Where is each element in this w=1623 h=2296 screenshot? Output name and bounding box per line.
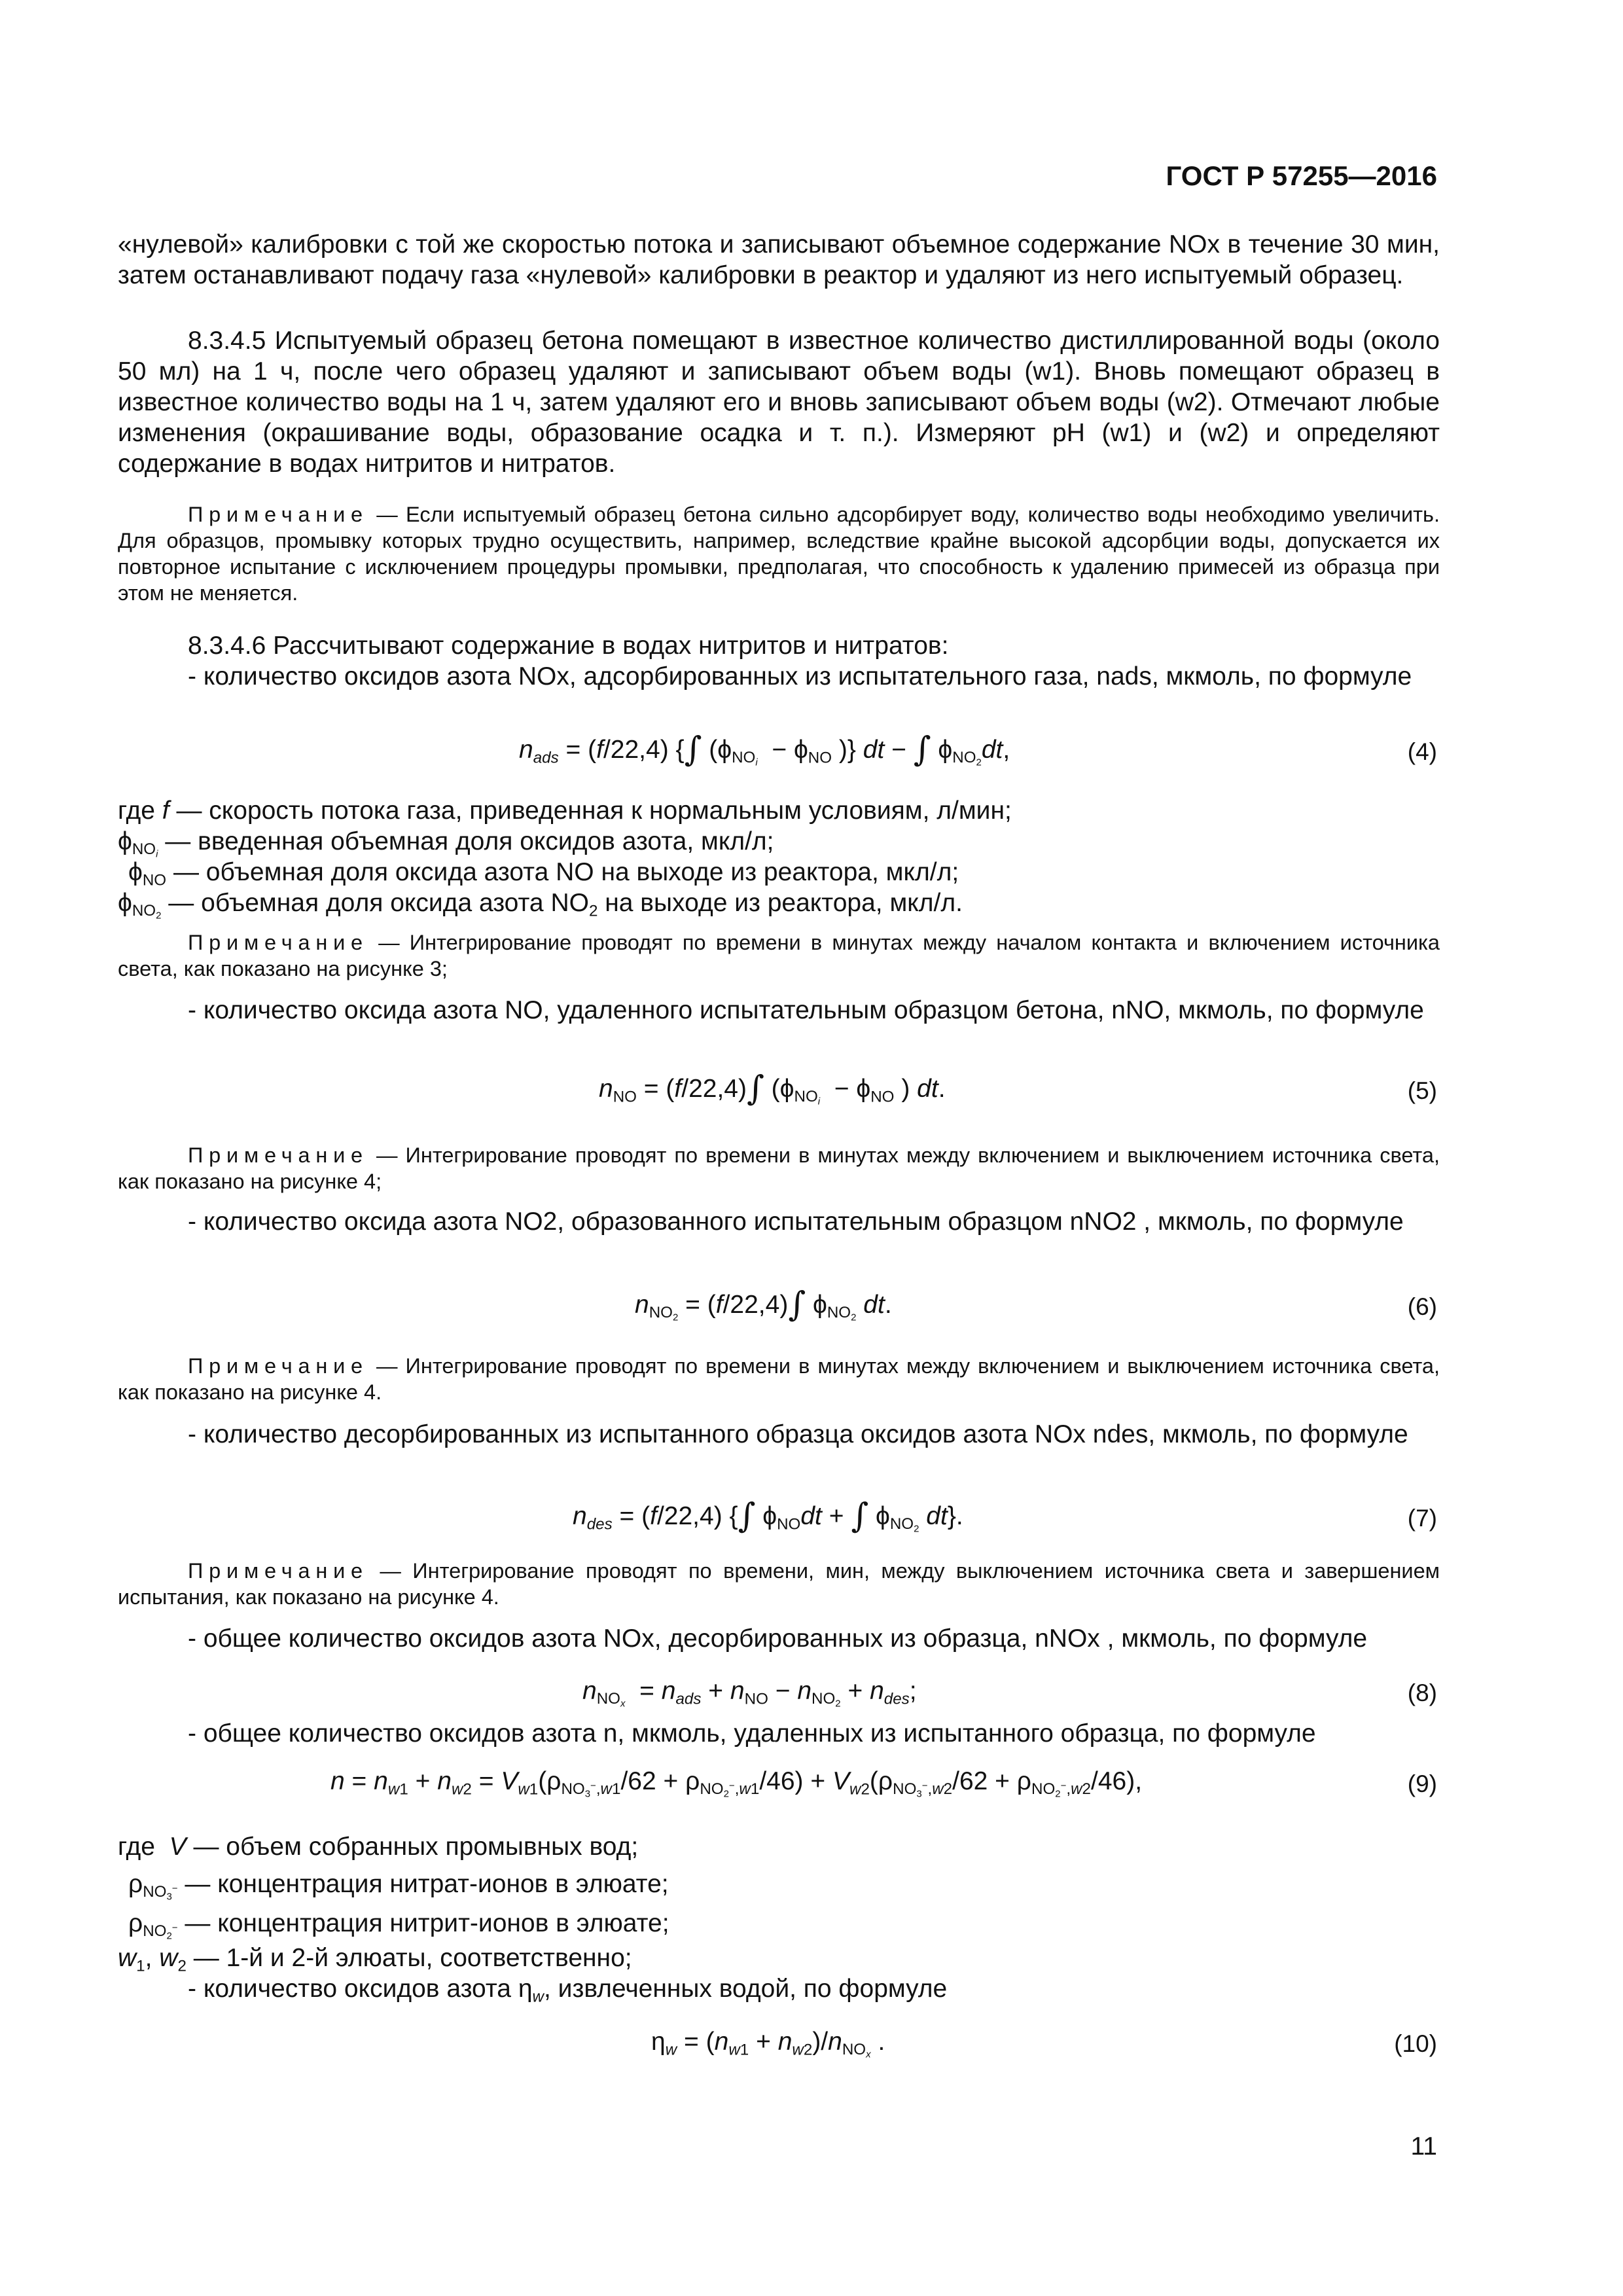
formula-7-number: (7) — [1407, 1505, 1437, 1532]
item-eta-w: - количество оксидов азота $\eta_w$, извлеченных водой, по формуле — [188, 1975, 948, 2006]
where-phi-noi: $\phi_{NO_i}$ — введенная объемная доля оксидов азота, мкл/л; — [118, 827, 774, 860]
formula-10: $\eta_w = (n_{w1} + n_{w2})/n_{NO_x}$ . — [651, 2028, 885, 2060]
note-1-text: Если испытуемый образец бетона сильно адсорбирует воду, количество воды необходимо увеличить. Для образцов, промывку которых трудно осуществить, например, вследствие крайне высокой адсорбции воды, допускается их повторное испытание с исключением процедуры промывки, предполагая, что способность к удалению примесей из образца при этом не меняется. — [118, 503, 1440, 605]
note-5-text: Интегрирование проводят по времени, мин, между выключением источника света и завершением испытания, как показано на рисунке 4. — [118, 1559, 1440, 1609]
page-number: 11 — [1410, 2132, 1437, 2161]
note-label: Примечание — [188, 1143, 368, 1167]
formula-9-number: (9) — [1407, 1770, 1437, 1797]
formula-4-number: (4) — [1407, 738, 1437, 765]
where-phi-no: $\phi_{NO}$ — объемная доля оксида азота NO на выходе из реактора, мкл/л; — [128, 858, 959, 889]
formula-10-number: (10) — [1394, 2030, 1437, 2057]
item-ndes: - количество десорбированных из испытанного образца оксидов азота NOx ndes, мкмоль, по формуле — [188, 1420, 1408, 1448]
paragraph-8-3-4-6: 8.3.4.6 Рассчитывают содержание в водах нитритов и нитратов: — [188, 632, 949, 660]
note-4-text: Интегрирование проводят по времени в минутах между включением и выключением источника света, как показано на рисунке 4. — [118, 1354, 1440, 1404]
note-2-text: Интегрирование проводят по времени в минутах между началом контакта и включением источника света, как показано на рисунке 3; — [118, 931, 1440, 980]
formula-6-number: (6) — [1407, 1293, 1437, 1320]
paragraph-8-3-4-5: 8.3.4.5 Испытуемый образец бетона помещают в известное количество дистиллированной воды (около 50 мл) на 1 ч, после чего образец удаляют и записывают объем воды (w1). Вновь помещают образец в известное количество воды на 1 ч, затем удаляют его и вновь записывают объем воды (w2). Отмечают любые изменения (окрашивание воды, образование осадка и т. п.). Измеряют pH (w1) и (w2) и определяют содержание в водах нитритов и нитратов. — [118, 327, 1440, 478]
item-nno2: - количество оксида азота NO2, образованного испытательным образцом nNO2 , мкмоль, по формуле — [188, 1208, 1404, 1236]
formula-5-number: (5) — [1407, 1077, 1437, 1104]
note-4: Примечание — Интегрирование проводят по времени в минутах между включением и выключением источника света, как показано на рисунке 4. — [118, 1354, 1440, 1404]
where-v: где V — объем собранных промывных вод; — [118, 1833, 639, 1861]
where-rho-no2: $\rho_{NO_2^-}$ — концентрация нитрит-ионов в элюате; — [128, 1909, 669, 1942]
item-nads: - количество оксидов азота NOx, адсорбированных из испытательного газа, nads, мкмоль, по формуле — [188, 662, 1412, 691]
where-w: $w_1$, $w_2$ — 1-й и 2-й элюаты, соответственно; — [118, 1944, 632, 1975]
where-f: где f — скорость потока газа, приведенная к нормальным условиям, л/мин; — [118, 797, 1012, 825]
note-3: Примечание — Интегрирование проводят по времени в минутах между включением и выключением источника света, как показано на рисунке 4; — [118, 1143, 1440, 1193]
paragraph-continuation: «нулевой» калибровки с той же скоростью потока и записывают объемное содержание NOx в течение 30 мин, затем останавливают подачу газа «нулевой» калибровки в реактор и удаляют из него испытуемый образец. — [118, 230, 1440, 289]
note-label: Примечание — [188, 503, 368, 526]
document-header: ГОСТ Р 57255—2016 — [1166, 160, 1437, 191]
formula-8-number: (8) — [1407, 1679, 1437, 1706]
where-phi-no2: $\phi_{NO_2}$ — объемная доля оксида азота $NO_2$ на выходе из реактора, мкл/л. — [118, 889, 963, 922]
formula-9: $n = n_{w1} + n_{w2} = V_{w1}(\rho_{NO_3^-,w1}/62 + \rho_{NO_2^-,w1}/46) + V_{w2}(\rho_{NO_3^-,w2}/62 + \rho_{NO_2^-,w2}/46)$, — [330, 1767, 1143, 1800]
note-1: Примечание — Если испытуемый образец бетона сильно адсорбирует воду, количество воды необходимо увеличить. Для образцов, промывку которых трудно осуществить, например, вследствие крайне высокой адсорбции воды, допускается их повторное испытание с исключением процедуры промывки, предполагая, что способность к удалению примесей из образца при этом не меняется. — [118, 503, 1440, 605]
item-nno: - количество оксида азота NO, удаленного испытательным образцом бетона, nNO, мкмоль, по формуле — [188, 996, 1424, 1024]
formula-8: $n_{NO_x} = n_{ads} + n_{NO} - n_{NO_2} + n_{des}$; — [582, 1677, 917, 1710]
where-rho-no3: $\rho_{NO_3^-}$ — концентрация нитрат-ионов в элюате; — [128, 1870, 669, 1903]
note-5: Примечание — Интегрирование проводят по времени, мин, между выключением источника света и завершением испытания, как показано на рисунке 4. — [118, 1559, 1440, 1609]
item-n-total: - общее количество оксидов азота n, мкмоль, удаленных из испытанного образца, по формуле — [188, 1719, 1316, 1748]
note-2: Примечание — Интегрирование проводят по времени в минутах между началом контакта и включением источника света, как показано на рисунке 3; — [118, 931, 1440, 980]
item-nnox: - общее количество оксидов азота NOx, десорбированных из образца, nNOx , мкмоль, по формуле — [188, 1624, 1368, 1653]
note-label: Примечание — [188, 931, 368, 954]
formula-7: $n_{des} = (f/22,4)$ {∫ $\phi_{NO}dt$ + ∫ $\phi_{NO_2}$ dt}. — [573, 1496, 963, 1536]
note-3-text: Интегрирование проводят по времени в минутах между включением и выключением источника света, как показано на рисунке 4; — [118, 1143, 1440, 1193]
note-label: Примечание — [188, 1559, 368, 1583]
formula-6: $n_{NO_2} = (f/22,4)\int$ $\phi_{NO_2}$ dt. — [635, 1285, 892, 1325]
formula-4: $n_{ads} = (f/22,4)$ {∫ ($\phi_{NO_i} - \phi_{NO}$ )} dt − ∫ $\phi_{NO_2}dt$, — [519, 730, 1010, 770]
note-label: Примечание — [188, 1354, 368, 1378]
formula-5: $n_{NO} = (f/22,4)\int$ ($\phi_{NO_i} - \phi_{NO}$ ) dt. — [599, 1069, 946, 1109]
